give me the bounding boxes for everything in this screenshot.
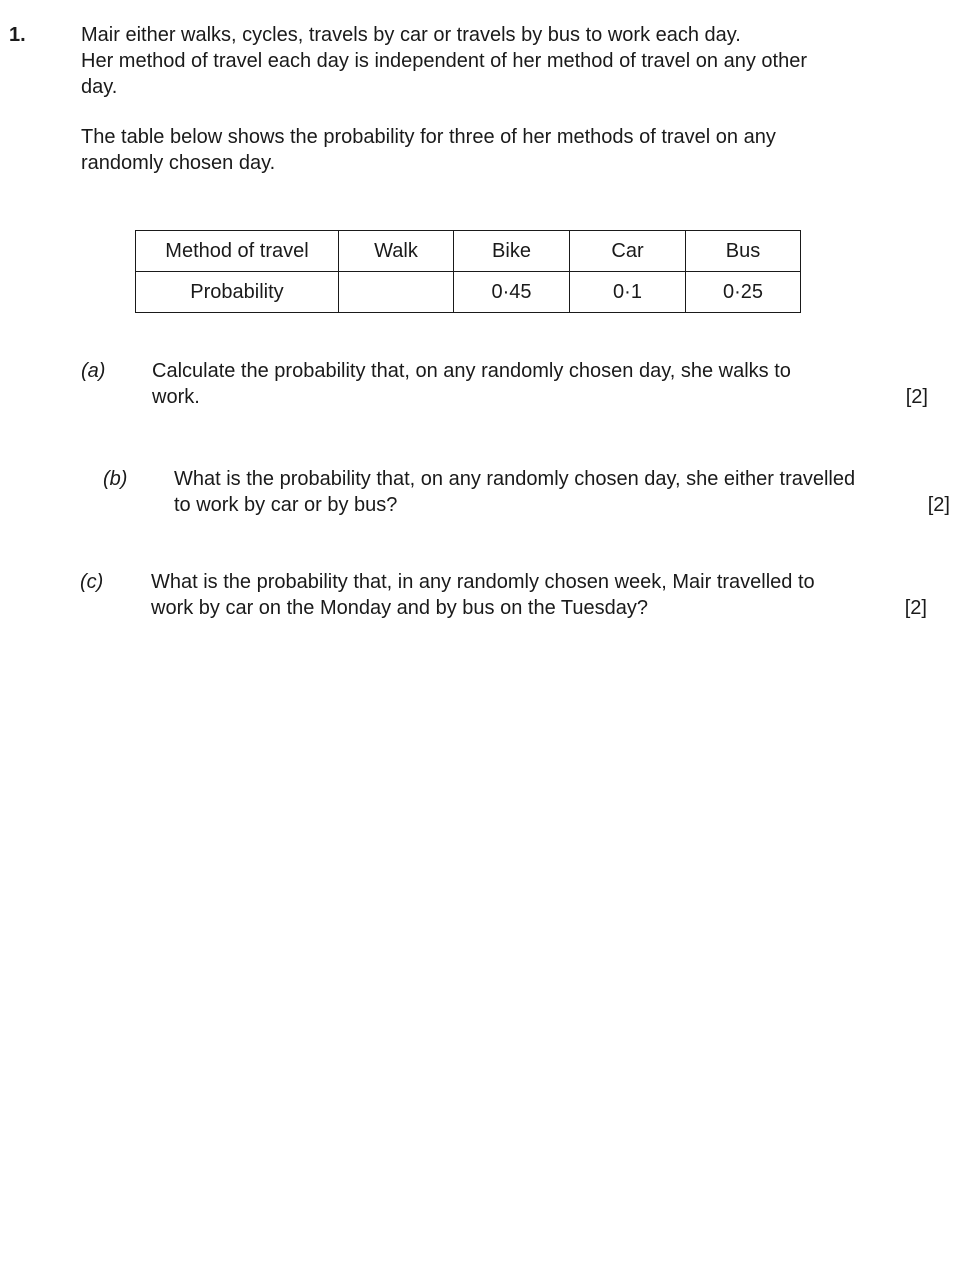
header-bike: Bike [454,231,570,272]
table-intro [81,124,931,176]
header-car: Car [570,231,686,272]
table-probability-row [136,272,801,313]
table-intro-line: randomly chosen day. [81,152,276,174]
part-a-marks: [2] [905,386,928,408]
part-c-text [151,569,911,621]
part-c-marks: [2] [904,597,927,619]
part-b-marks: [2] [927,494,950,516]
part-b-label: (b) [103,468,128,490]
cell-bike-probability: 0·45 [454,272,570,313]
part-c-line: What is the probability that, in any randomly chosen week, Mair travelled to [151,571,815,593]
table-header-row [136,231,801,272]
question-intro [81,22,931,100]
intro-line: day. [81,76,118,98]
cell-car-probability: 0·1 [570,272,686,313]
table-intro-line: The table below shows the probability for three of her methods of travel on any [81,126,776,148]
header-walk: Walk [339,231,454,272]
cell-bus-probability: 0·25 [686,272,801,313]
part-c-label: (c) [80,571,104,593]
part-b-text [174,466,954,518]
header-bus: Bus [686,231,801,272]
intro-line: Her method of travel each day is independent of her method of travel on any other [81,50,807,72]
part-b-line: to work by car or by bus? [174,494,398,516]
question-number: 1. [9,24,26,46]
part-a-label: (a) [81,360,106,382]
cell-walk-probability [339,272,454,313]
header-method-of-travel: Method of travel [136,231,339,272]
probability-table [135,230,801,313]
part-a-text [152,358,892,410]
part-a-line: work. [152,386,200,408]
cell-probability-label: Probability [136,272,339,313]
part-b-line: What is the probability that, on any randomly chosen day, she either travelled [174,468,856,490]
part-a-line: Calculate the probability that, on any randomly chosen day, she walks to [152,360,791,382]
intro-line: Mair either walks, cycles, travels by car or travels by bus to work each day. [81,24,741,46]
part-c-line: work by car on the Monday and by bus on the Tuesday? [151,597,648,619]
